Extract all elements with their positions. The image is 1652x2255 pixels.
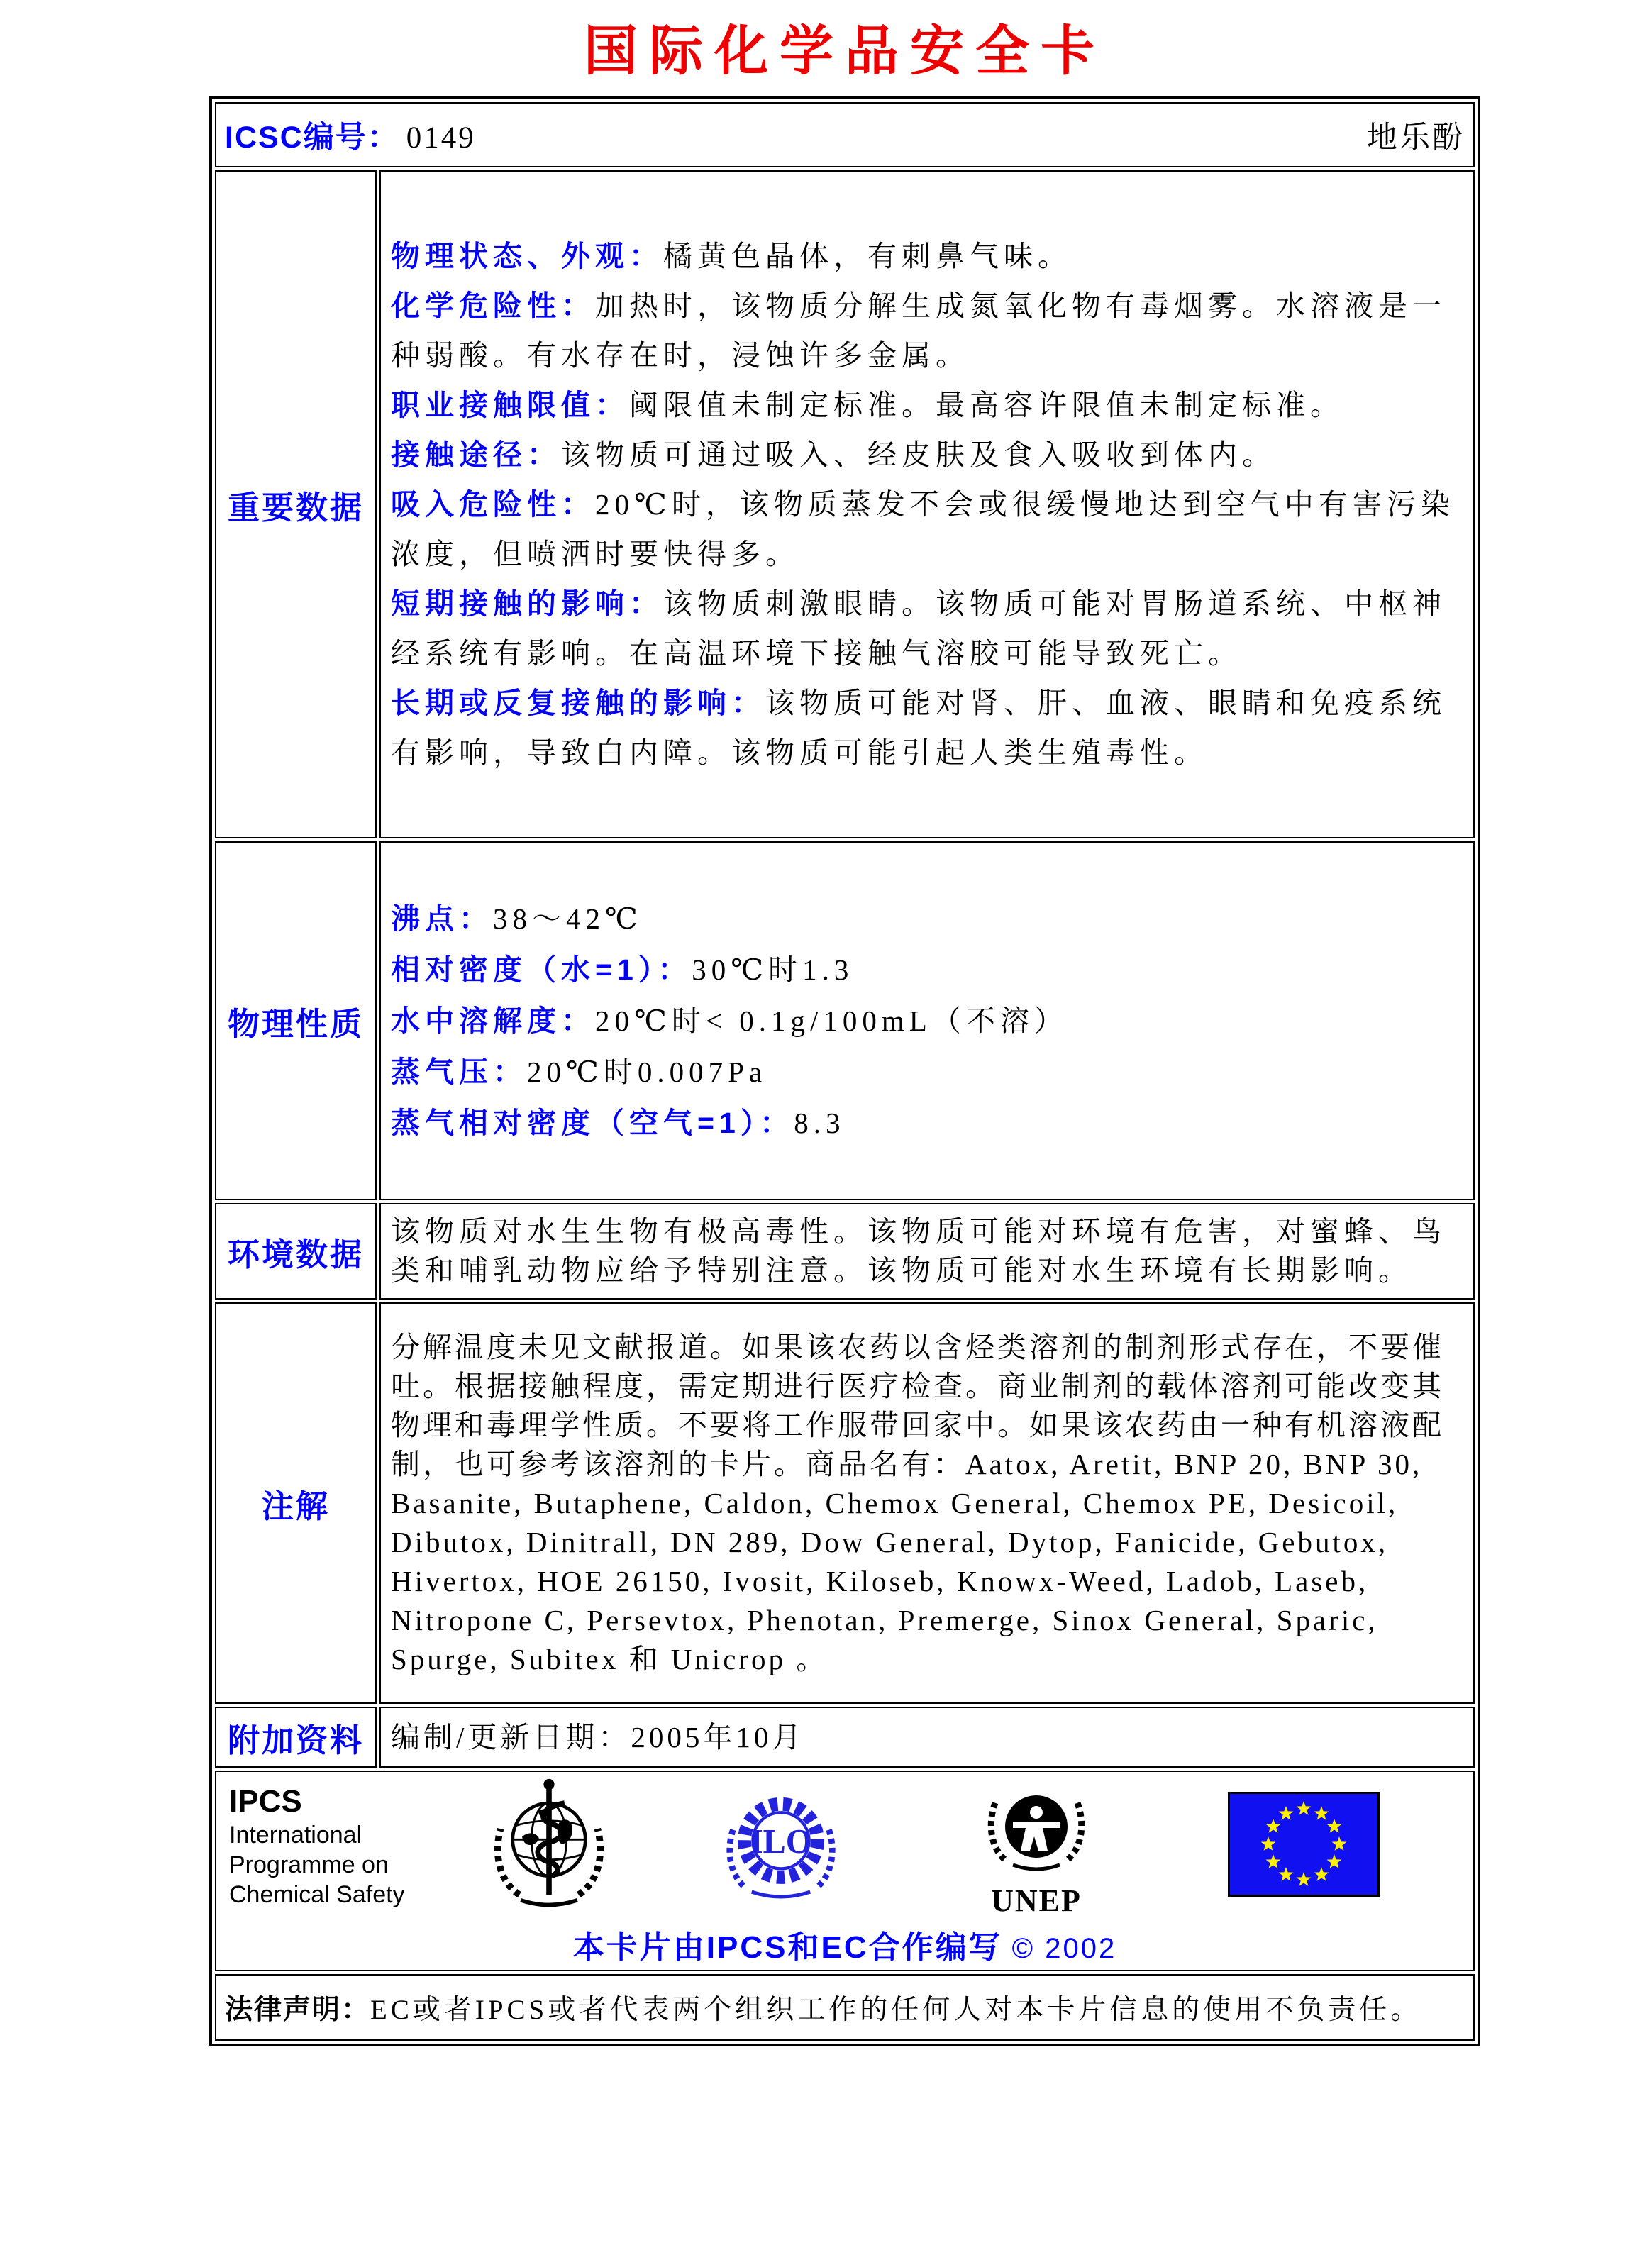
- icsc-card-table: [209, 96, 1480, 2046]
- ipcs-line: International: [229, 1821, 362, 1849]
- section-label-physical-properties: 物理性质: [215, 841, 377, 1200]
- eu-flag-icon: [1228, 1792, 1380, 1900]
- field-name: 接触途径：: [391, 438, 561, 471]
- field-name: 化学危险性：: [391, 289, 595, 322]
- ipcs-line: Programme on: [229, 1851, 389, 1878]
- field-value: 阈限值未制定标准。最高容许限值未制定标准。: [629, 389, 1344, 421]
- legal-cell: [215, 1974, 1475, 2041]
- icsc-number-label: ICSC编号：: [225, 120, 399, 155]
- section-row-important-data: [215, 170, 1475, 838]
- field-value: 该物质可通过吸入、经皮肤及食入吸收到体内。: [561, 438, 1276, 471]
- section-content-important-data: [379, 170, 1475, 838]
- ilo-logo-icon: [720, 1783, 842, 1909]
- page-title: 国际化学品安全卡: [584, 22, 1106, 82]
- credit-line: [222, 1922, 1468, 1967]
- property-item: [391, 579, 1463, 678]
- ipcs-line: Chemical Safety: [229, 1880, 405, 1908]
- field-name: 短期接触的影响：: [391, 587, 663, 620]
- legal-text: EC或者IPCS或者代表两个组织工作的任何人对本卡片信息的使用不负责任。: [370, 1995, 1422, 2025]
- footer-cell: [215, 1771, 1475, 1971]
- property-item: [391, 281, 1463, 380]
- field-value: 30℃时1.3: [692, 953, 854, 986]
- unep-wordmark: UNEP: [991, 1883, 1082, 1918]
- section-row-physical-properties: [215, 841, 1475, 1200]
- section-label-additional-information: 附加资料: [215, 1707, 377, 1768]
- property-item: [391, 893, 1463, 944]
- property-item: [391, 944, 1463, 995]
- footer-row: [215, 1771, 1475, 1971]
- field-name: 相对密度（水=1）：: [391, 953, 692, 986]
- property-item: [391, 480, 1463, 579]
- property-item: [391, 430, 1463, 480]
- field-value: 8.3: [794, 1107, 846, 1139]
- field-name: 吸入危险性：: [391, 488, 595, 521]
- legal-label: 法律声明：: [225, 1995, 371, 2025]
- field-name: 蒸气压：: [391, 1056, 527, 1088]
- section-label-environmental-data: 环境数据: [215, 1203, 377, 1300]
- field-name: 职业接触限值：: [391, 389, 629, 421]
- legal-row: [215, 1974, 1475, 2041]
- icsc-number-value: 0149: [406, 121, 476, 155]
- unep-logo-icon: [976, 1775, 1097, 1882]
- ipcs-abbr: IPCS: [229, 1783, 302, 1819]
- section-label-important-data: 重要数据: [215, 170, 377, 838]
- ipcs-text-block: [229, 1783, 419, 1910]
- section-row-environmental-data: [215, 1203, 1475, 1300]
- property-item: [391, 231, 1463, 281]
- who-logo-icon: [482, 1775, 616, 1917]
- property-item: [391, 1097, 1463, 1148]
- section-row-additional-information: [215, 1707, 1475, 1768]
- chemical-name: 地乐酚: [1367, 121, 1465, 155]
- property-item: [391, 380, 1463, 430]
- field-value: 该物质刺激眼睛。该物质可能对胃肠道系统、中枢神经系统有影响。在高温环境下接触气溶胶可能导致死亡。: [391, 587, 1446, 670]
- section-content-notes: 分解温度未见文献报道。如果该农药以含烃类溶剂的制剂形式存在，不要催吐。根据接触程度，需定期进行医疗检查。商业制剂的载体溶剂可能改变其物理和毒理学性质。不要将工作服带回家中。如果该农药由一种有机溶液配制，也可参考该溶剂的卡片。商品名有：Aatox, Aretit, BNP 20, BNP 30, Basanite, Butaphene, Caldon, Chemox General, Chemox PE, Desicoil, Dibutox, Dinitrall, DN 289, Dow General, Dytop, Fanicide, Gebutox, Hivertox, HOE 26150, Ivosit, Kiloseb, Knowx-Weed, Ladob, Laseb, Nitropone C, Persevtox, Phenotan, Premerge, Sinox General, Sparic, Spurge, Subitex 和 Unicrop 。: [379, 1302, 1475, 1704]
- section-label-notes: 注解: [215, 1302, 377, 1704]
- field-value: 该物质可能对肾、肝、血液、眼睛和免疫系统有影响，导致白内障。该物质可能引起人类生殖毒性。: [391, 687, 1446, 769]
- field-value: 20℃时< 0.1g/100mL（不溶）: [595, 1004, 1068, 1037]
- section-row-notes: [215, 1302, 1475, 1704]
- unep-logo-block: [974, 1775, 1099, 1917]
- field-name: 蒸气相对密度（空气=1）：: [391, 1107, 794, 1139]
- field-name: 沸点：: [391, 902, 493, 935]
- property-item: [391, 1046, 1463, 1097]
- field-value: 20℃时0.007Pa: [527, 1056, 767, 1088]
- credit-text: 本卡片由IPCS和EC合作编写: [572, 1930, 1002, 1965]
- field-name: 水中溶解度：: [391, 1004, 595, 1037]
- logo-row: [222, 1775, 1468, 1917]
- section-content-physical-properties: [379, 841, 1475, 1200]
- copyright-text: © 2002: [1011, 1933, 1117, 1964]
- field-value: 橘黄色晶体，有刺鼻气味。: [663, 240, 1072, 272]
- header-row: [215, 102, 1475, 167]
- field-value: 38～42℃: [493, 902, 643, 935]
- field-value: 20℃时，该物质蒸发不会或很缓慢地达到空气中有害污染浓度，但喷洒时要快得多。: [391, 488, 1455, 570]
- svg-text:ILO: ILO: [749, 1823, 813, 1861]
- field-value: 加热时，该物质分解生成氮氧化物有毒烟雾。水溶液是一种弱酸。有水存在时，浸蚀许多金属。: [391, 289, 1446, 372]
- property-item: [391, 678, 1463, 777]
- icsc-number-group: [225, 113, 476, 157]
- property-item: [391, 995, 1463, 1046]
- section-content-additional-information: 编制/更新日期：2005年10月: [379, 1707, 1475, 1768]
- header-cell: [215, 102, 1475, 167]
- field-name: 物理状态、外观：: [391, 240, 663, 272]
- field-name: 长期或反复接触的影响：: [391, 687, 765, 719]
- section-content-environmental-data: 该物质对水生生物有极高毒性。该物质可能对环境有危害，对蜜蜂、鸟类和哺乳动物应给予特别注意。该物质可能对水生环境有长期影响。: [379, 1203, 1475, 1300]
